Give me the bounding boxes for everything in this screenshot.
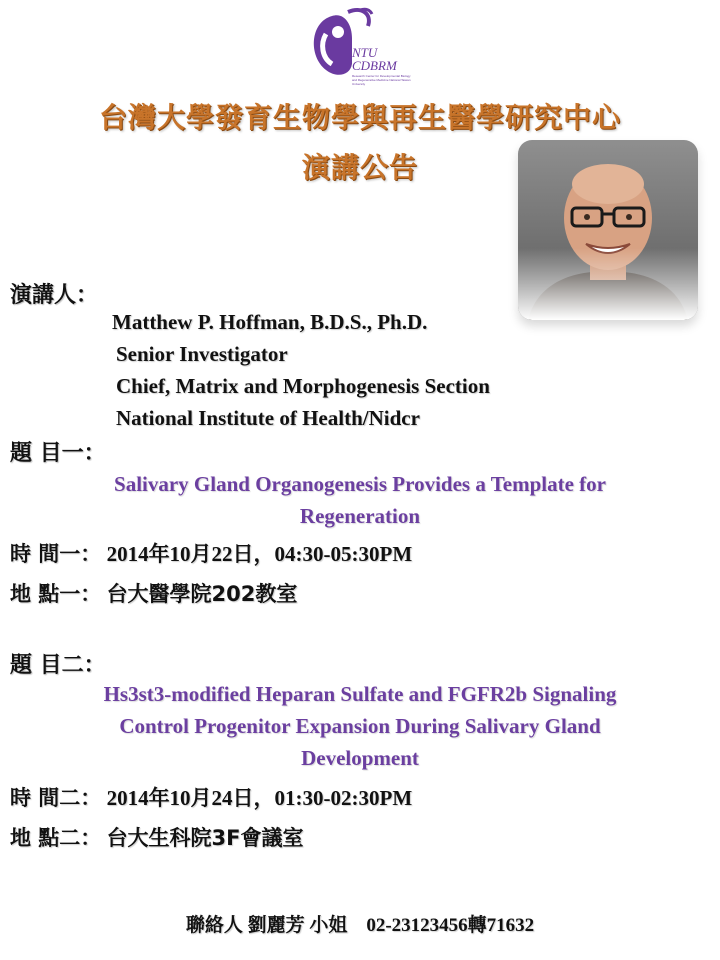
talk2-topic — [0, 678, 720, 774]
logo-text — [352, 46, 397, 72]
talk2-topic-line2: Control Progenitor Expansion During Salivary Gland — [119, 714, 601, 738]
talk1-time-value: 2014年10月22日，04:30-05:30PM — [106, 542, 413, 566]
speaker-position: Senior Investigator — [116, 342, 288, 366]
contact-info: 聯絡人 劉麗芳 小姐 02-23123456轉71632 — [185, 915, 535, 936]
talk2-time-value: 2014年10月24日，01:30-02:30PM — [106, 786, 413, 810]
talk1-topic-line1: Salivary Gland Organogenesis Provides a Template for — [114, 472, 606, 496]
talk2-time — [10, 782, 412, 812]
talk1-place-label: 地 點一： — [10, 582, 102, 606]
speaker-label: 演講人： — [10, 283, 99, 308]
speaker-section: Chief, Matrix and Morphogenesis Section — [116, 374, 490, 398]
talk1-topic-line2: Regeneration — [299, 504, 421, 528]
talk1-topic-label: 題 目一： — [10, 441, 106, 466]
page-subtitle: 演講公告 — [301, 151, 418, 184]
speaker-name: Matthew P. Hoffman, B.D.S., Ph.D. — [112, 310, 428, 334]
talk1-time — [10, 538, 412, 568]
logo-line2: CDBRM — [352, 58, 397, 73]
talk2-topic-line3: Development — [301, 746, 419, 770]
talk1-topic — [0, 468, 720, 532]
talk1-place — [10, 578, 297, 608]
logo-subtitle: Research Center for Developmental Biology and Regenerative Medicine National Taiwan University — [352, 74, 411, 86]
speaker-photo — [518, 140, 698, 320]
talk2-place — [10, 822, 304, 852]
talk2-topic-label: 題 目二： — [10, 653, 106, 678]
talk1-place-value: 台大醫學院202教室 — [106, 582, 298, 606]
talk2-place-label: 地 點二： — [10, 826, 102, 850]
speaker-institute: National Institute of Health/Nidcr — [116, 406, 420, 430]
logo-line1: NTU — [352, 45, 378, 60]
talk2-topic-line1: Hs3st3-modified Heparan Sulfate and FGFR2b Signaling — [103, 682, 617, 706]
talk2-time-label: 時 間二： — [10, 786, 102, 810]
page-title: 台灣大學發育生物學與再生醫學研究中心 — [98, 101, 621, 134]
talk1-time-label: 時 間一： — [10, 542, 102, 566]
talk2-place-value: 台大生科院3F會議室 — [106, 826, 304, 850]
